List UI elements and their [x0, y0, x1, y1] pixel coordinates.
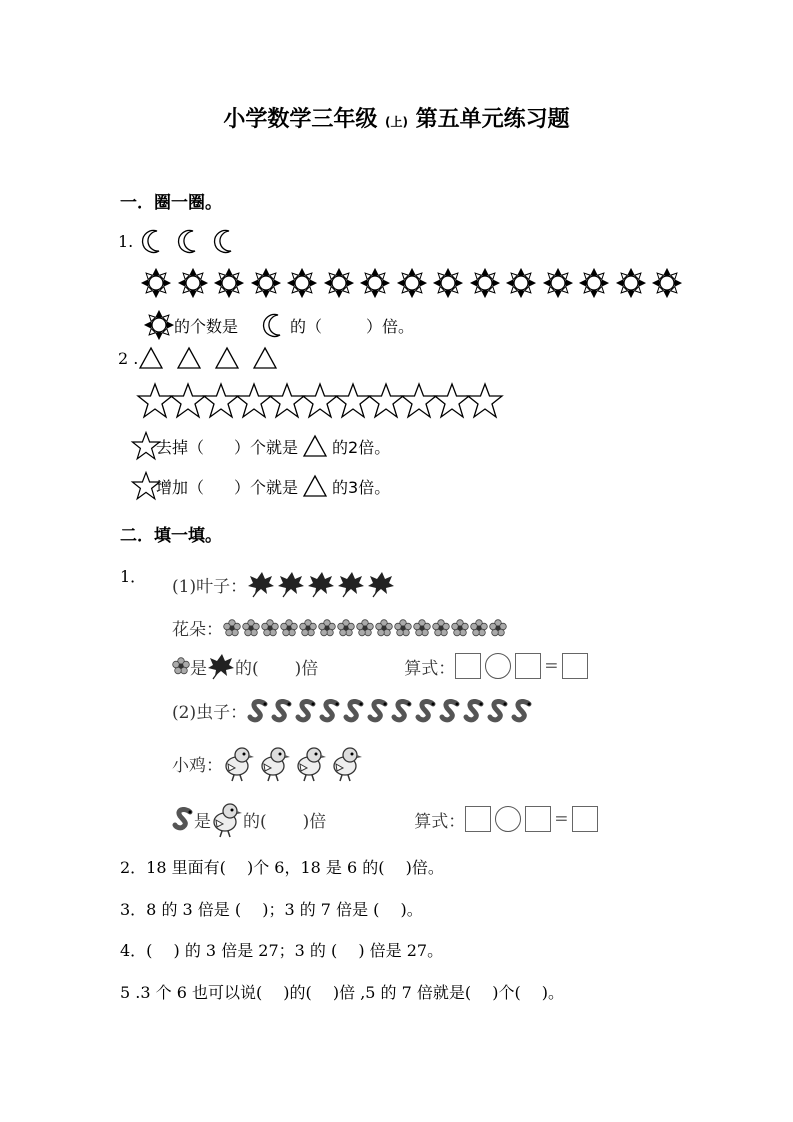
worm-icon	[463, 699, 485, 723]
triangle-icon	[252, 346, 278, 370]
worm-icon	[319, 699, 341, 723]
flower-row	[223, 619, 507, 637]
s1-q1-question	[144, 310, 414, 340]
flower-icon	[280, 619, 298, 637]
q-text: 的(	[235, 658, 259, 679]
s2-q1-part1-question	[172, 652, 588, 680]
flower-icon	[432, 619, 450, 637]
section1-heading: 一．圈一圈。	[120, 193, 222, 213]
sun-icon	[141, 268, 171, 298]
sun-icon	[397, 268, 427, 298]
q-text: 增加（	[156, 477, 205, 497]
s2-q2: 2．18 里面有( )个 6，18 是 6 的( )倍。	[120, 858, 444, 877]
star-icon	[465, 382, 505, 420]
leaf-icon	[367, 570, 395, 598]
q-text: 小鸡：	[172, 755, 223, 776]
flower-icon	[261, 619, 279, 637]
moon-row	[137, 228, 235, 254]
chick-icon	[295, 744, 327, 782]
formula-box[interactable]	[562, 653, 588, 679]
sun-icon	[360, 268, 390, 298]
sun-icon	[214, 268, 244, 298]
leaf-row	[247, 570, 395, 598]
q-text: )倍	[302, 811, 327, 832]
q-text: 去掉（	[156, 437, 205, 457]
worm-icon	[295, 699, 317, 723]
triangle-icon	[176, 346, 202, 370]
triangle-icon	[214, 346, 240, 370]
s1-q2-line1	[130, 430, 390, 462]
chick-icon	[223, 744, 255, 782]
s1-q1-label: 1.	[118, 231, 134, 251]
worm-icon	[439, 699, 461, 723]
triangle-icon	[302, 474, 328, 498]
q-text: ）倍。	[366, 316, 415, 336]
moon-icon	[258, 312, 284, 338]
flower-icon	[451, 619, 469, 637]
flower-line	[172, 615, 507, 640]
q-text: )倍	[294, 658, 319, 679]
sun-icon	[543, 268, 573, 298]
formula-box[interactable]	[515, 653, 541, 679]
formula-box[interactable]	[572, 806, 598, 832]
q-text: 的(	[243, 811, 267, 832]
flower-icon	[172, 657, 190, 675]
flower-icon	[223, 619, 241, 637]
sun-icon	[433, 268, 463, 298]
s1-q2-label: 2 .	[118, 348, 139, 368]
triangle-icon	[138, 346, 164, 370]
leaf-icon	[307, 570, 335, 598]
equals-sign: =	[554, 809, 569, 829]
s1-q2-triangles	[118, 346, 278, 370]
formula-box[interactable]	[455, 653, 481, 679]
sun-icon	[287, 268, 317, 298]
triangle-icon	[302, 434, 328, 458]
s1-q1-moons	[118, 228, 235, 254]
chick-icon	[259, 744, 291, 782]
sun-icon	[324, 268, 354, 298]
worm-row	[247, 699, 533, 723]
formula-label: 算式：	[414, 811, 466, 832]
s2-q4: 4．( ) 的 3 倍是 27；3 的 ( ) 倍是 27。	[120, 941, 444, 960]
moon-icon	[209, 228, 235, 254]
operator-circle[interactable]	[485, 653, 511, 679]
sun-icon	[616, 268, 646, 298]
worm-icon	[391, 699, 413, 723]
leaf-line	[172, 570, 395, 598]
page-title	[0, 102, 793, 133]
q-text: 是	[194, 811, 211, 832]
formula-label: 算式：	[404, 658, 456, 679]
leaf-icon	[247, 570, 275, 598]
q-text: 的3倍。	[332, 477, 391, 497]
flower-icon	[470, 619, 488, 637]
operator-circle[interactable]	[495, 806, 521, 832]
chick-icon	[331, 744, 363, 782]
sun-icon	[579, 268, 609, 298]
worm-icon	[271, 699, 293, 723]
leaf-icon	[277, 570, 305, 598]
sun-icon	[652, 268, 682, 298]
formula-box[interactable]	[525, 806, 551, 832]
leaf-icon	[207, 652, 235, 680]
chick-row	[223, 744, 363, 782]
s2-q1-part2-question	[172, 800, 598, 838]
chick-icon	[211, 800, 243, 838]
worm-icon	[367, 699, 389, 723]
flower-icon	[413, 619, 431, 637]
q-text: 的2倍。	[332, 437, 391, 457]
sun-icon	[144, 310, 174, 340]
flower-icon	[299, 619, 317, 637]
sun-icon	[470, 268, 500, 298]
moon-icon	[137, 228, 163, 254]
flower-icon	[375, 619, 393, 637]
flower-icon	[394, 619, 412, 637]
q-text: (2)虫子：	[172, 703, 248, 723]
title-sub: (上)	[385, 115, 408, 129]
q-text: 的个数是	[174, 316, 239, 336]
flower-icon	[356, 619, 374, 637]
moon-icon	[173, 228, 199, 254]
sun-row	[141, 268, 682, 298]
flower-icon	[489, 619, 507, 637]
triangle-row	[138, 346, 278, 370]
equals-sign: =	[544, 656, 559, 676]
s2-q1-label: 1．	[120, 567, 147, 586]
q-text: 花朵：	[172, 620, 223, 640]
chick-line	[172, 744, 363, 782]
q-text: ）个就是	[234, 437, 299, 457]
sun-icon	[178, 268, 208, 298]
formula-box[interactable]	[465, 806, 491, 832]
worm-icon	[511, 699, 533, 723]
flower-icon	[337, 619, 355, 637]
title-main: 小学数学三年级	[223, 107, 378, 132]
s1-q2-line2	[130, 470, 390, 502]
title-rest: 第五单元练习题	[415, 107, 570, 132]
worm-icon	[487, 699, 509, 723]
worm-icon	[343, 699, 365, 723]
leaf-icon	[337, 570, 365, 598]
star-row	[135, 382, 505, 420]
sun-icon	[251, 268, 281, 298]
flower-icon	[242, 619, 260, 637]
s2-q3: 3．8 的 3 倍是 ( )；3 的 7 倍是 ( )。	[120, 900, 423, 919]
q-text: ）个就是	[234, 477, 299, 497]
worm-icon	[247, 699, 269, 723]
worm-icon	[415, 699, 437, 723]
section2-heading: 二．填一填。	[120, 526, 222, 546]
worm-icon	[172, 807, 194, 831]
flower-icon	[318, 619, 336, 637]
s2-q5: 5 .3 个 6 也可以说( )的( )倍 ,5 的 7 倍就是( )个( )。	[120, 983, 565, 1002]
sun-icon	[506, 268, 536, 298]
q-text: 的（	[290, 316, 323, 336]
q-text: 是	[190, 658, 207, 679]
q-text: (1)叶子：	[172, 576, 248, 597]
worm-line	[172, 698, 533, 723]
